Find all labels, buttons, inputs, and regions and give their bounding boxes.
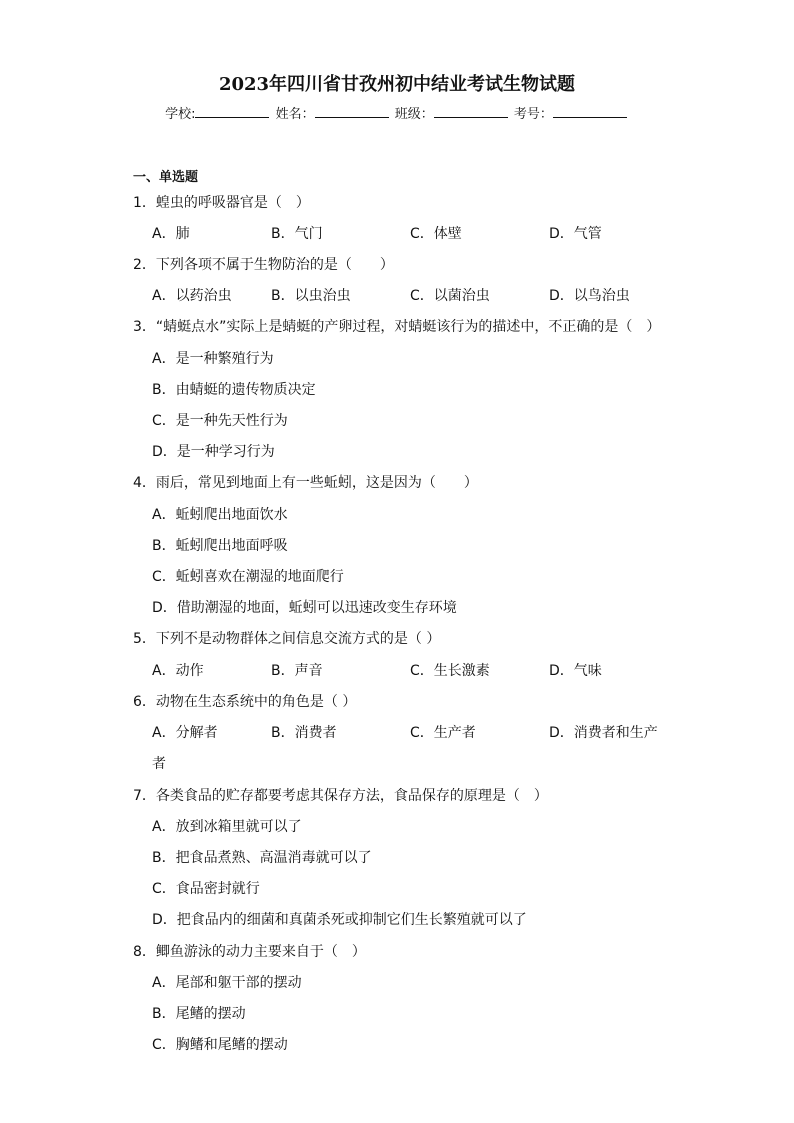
question-7-option-a[interactable]: A．放到冰箱里就可以了 — [152, 819, 302, 835]
question-3-option-a[interactable]: A．是一种繁殖行为 — [152, 351, 274, 367]
question-2-option-c[interactable]: C．以菌治虫 — [410, 288, 490, 304]
class-blank[interactable] — [434, 105, 508, 118]
question-1-option-a[interactable]: A．肺 — [152, 226, 190, 242]
question-6-option-c[interactable]: C．生产者 — [410, 725, 476, 741]
question-6-option-a[interactable]: A．分解者 — [152, 725, 218, 741]
exam-title: 2023年四川省甘孜州初中结业考试生物试题 — [218, 74, 576, 95]
question-7-stem: 7．各类食品的贮存都要考虑其保存方法，食品保存的原理是（ ） — [133, 788, 548, 804]
section-title: 一、单选题 — [133, 170, 199, 185]
question-5-option-c[interactable]: C．生长激素 — [410, 663, 490, 679]
student-info-line — [0, 103, 794, 122]
question-2-stem: 2．下列各项不属于生物防治的是（ ） — [133, 257, 394, 273]
question-6-option-d[interactable]: D．消费者和生产 — [549, 725, 658, 741]
class-label: 班级： — [394, 107, 434, 122]
question-3-option-d[interactable]: D．是一种学习行为 — [152, 444, 275, 460]
question-8-option-a[interactable]: A．尾部和躯干部的摆动 — [152, 975, 302, 991]
question-3-option-c[interactable]: C．是一种先天性行为 — [152, 413, 288, 429]
number-blank[interactable] — [553, 105, 627, 118]
question-7-option-d[interactable]: D．把食品内的细菌和真菌杀死或抑制它们生长繁殖就可以了 — [152, 912, 527, 928]
name-blank[interactable] — [315, 105, 389, 118]
question-6-option-b[interactable]: B．消费者 — [271, 725, 337, 741]
question-8-stem: 8．鲫鱼游泳的动力主要来自于（ ） — [133, 944, 366, 960]
question-1-option-c[interactable]: C．体壁 — [410, 226, 462, 242]
number-label: 考号： — [513, 107, 553, 122]
question-3-stem: 3．“蜻蜓点水”实际上是蜻蜓的产卵过程，对蜻蜓该行为的描述中，不正确的是（ ） — [133, 319, 661, 335]
question-1-option-d[interactable]: D．气管 — [549, 226, 602, 242]
question-1-option-b[interactable]: B．气门 — [271, 226, 323, 242]
question-4-option-b[interactable]: B．蚯蚓爬出地面呼吸 — [152, 538, 288, 554]
question-2-option-a[interactable]: A．以药治虫 — [152, 288, 232, 304]
question-5-stem: 5．下列不是动物群体之间信息交流方式的是（ ） — [133, 631, 441, 647]
question-7-option-c[interactable]: C．食品密封就行 — [152, 881, 260, 897]
question-7-option-b[interactable]: B．把食品煮熟、高温消毒就可以了 — [152, 850, 372, 866]
question-4-stem: 4．雨后，常见到地面上有一些蚯蚓，这是因为（ ） — [133, 475, 478, 491]
question-1-stem: 1．蝗虫的呼吸器官是（ ） — [133, 195, 310, 211]
question-4-option-c[interactable]: C．蚯蚓喜欢在潮湿的地面爬行 — [152, 569, 344, 585]
question-5-option-a[interactable]: A．动作 — [152, 663, 204, 679]
question-8-option-c[interactable]: C．胸鳍和尾鳍的摆动 — [152, 1037, 288, 1053]
question-8-option-b[interactable]: B．尾鳍的摆动 — [152, 1006, 246, 1022]
question-2-option-b[interactable]: B．以虫治虫 — [271, 288, 351, 304]
question-2-option-d[interactable]: D．以鸟治虫 — [549, 288, 630, 304]
question-4-option-d[interactable]: D．借助潮湿的地面，蚯蚓可以迅速改变生存环境 — [152, 600, 457, 616]
question-3-option-b[interactable]: B．由蜻蜓的遗传物质决定 — [152, 382, 316, 398]
school-label: 学校: — [165, 107, 196, 122]
question-5-option-b[interactable]: B．声音 — [271, 663, 323, 679]
name-label: 姓名： — [275, 107, 315, 122]
question-6-stem: 6．动物在生态系统中的角色是（ ） — [133, 694, 357, 710]
question-6-option-d-wrap: 者 — [152, 756, 166, 772]
question-4-option-a[interactable]: A．蚯蚓爬出地面饮水 — [152, 507, 288, 523]
school-blank[interactable] — [195, 105, 269, 118]
question-5-option-d[interactable]: D．气味 — [549, 663, 602, 679]
